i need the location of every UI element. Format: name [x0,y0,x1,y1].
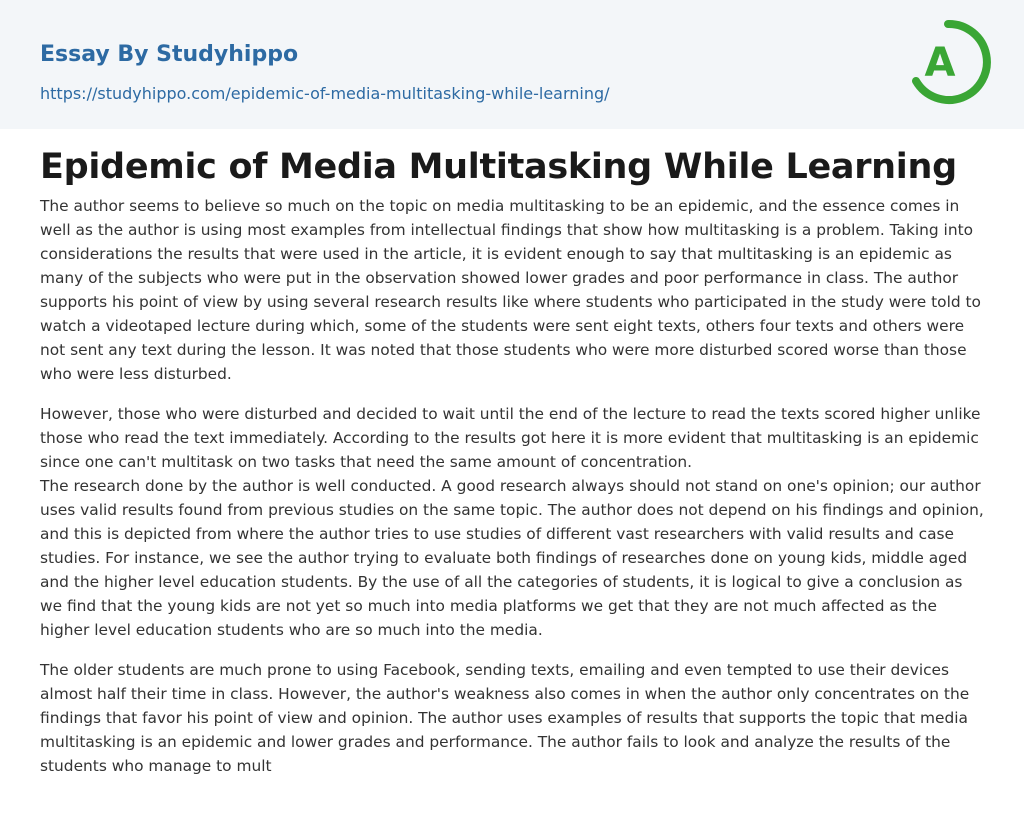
article [40,140,986,778]
paragraph-2: However, those who were disturbed and decided to wait until the end of the lecture to read the texts scored higher unlike those who read the text immediately. According to the results got here it is more evident that multitasking is an epidemic since one can't multitask on two tasks that need the same amount of concentration. [40,405,981,471]
paragraph-4: The older students are much prone to using Facebook, sending texts, emailing and even tempted to use their devices almost half their time in class. However, the author's weakness also comes in when the author only concentrates on the findings that favor his point of view and opinion. The author uses examples of results that supports the topic that media multitasking is an epidemic and lower grades and performance. The author fails to look and analyze the results of the students who manage to mult [40,661,970,775]
brand-title[interactable]: Essay By Studyhippo [40,42,299,67]
paragraph-1: The author seems to believe so much on the topic on media multitasking to be an epidemic, and the essence comes in well as the author is using most examples from intellectual findings that show how multitasking is a problem. Taking into considerations the results that were used in the article, it is evident enough to say that multitasking is an epidemic as many of the subjects who were put in the observation showed lower grades and poor performance in class. The author supports his point of view by using several research results like where students who participated in the study were told to watch a videotaped lecture during which, some of the students were sent eight texts, others four texts and others were not sent any text during the lesson. It was noted that those students who were more disturbed scored worse than those who were less disturbed. [40,197,981,383]
studyhippo-logo-icon[interactable] [904,16,992,108]
essay-url-link[interactable]: https://studyhippo.com/epidemic-of-media-multitasking-while-learning/ [40,84,610,103]
paragraph-3: The research done by the author is well conducted. A good research always should not stand on one's opinion; our author uses valid results found from previous studies on the same topic. The author does not depend on his findings and opinion, and this is depicted from where the author tries to use studies of different vast researchers with valid results and case studies. For instance, we see the author trying to evaluate both findings of researches done on young kids, middle aged and the higher level education students. By the use of all the categories of students, it is logical to give a conclusion as we find that the young kids are not yet so much into media platforms we get that they are not much affected as the higher level education students who are so much into the media. [40,477,984,639]
site-header [0,0,1024,129]
logo-ring-icon [904,16,992,108]
logo-letter: A [924,40,956,86]
page-title: Epidemic of Media Multitasking While Learning [40,147,957,187]
